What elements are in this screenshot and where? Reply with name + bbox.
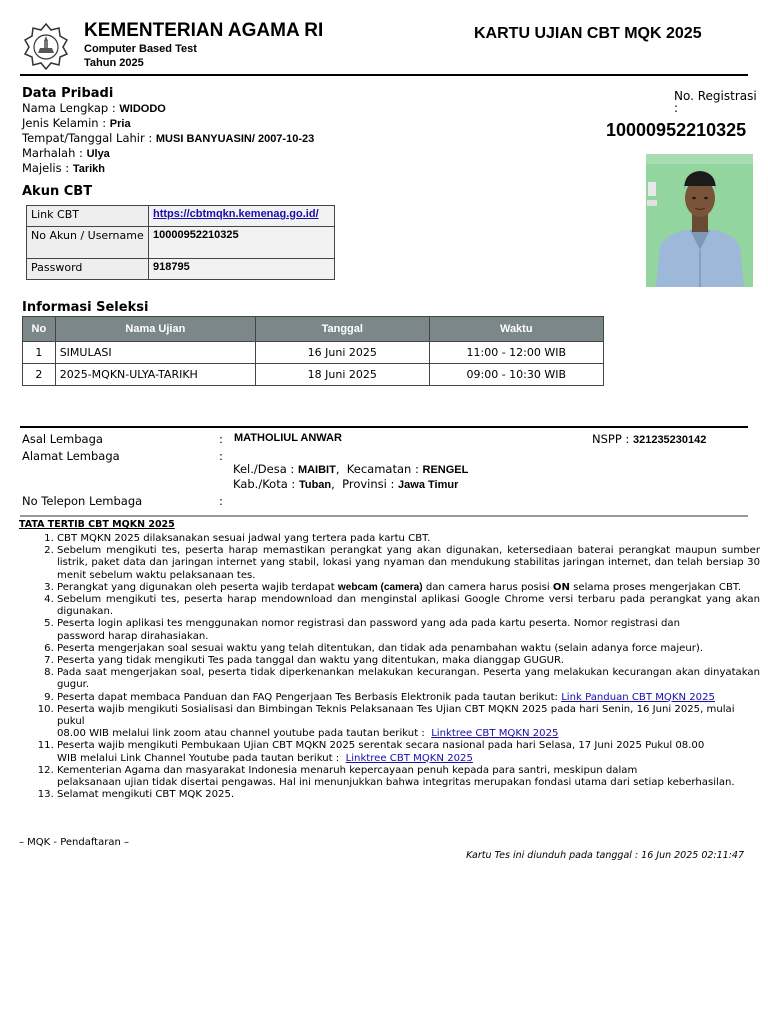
kec-label: Kecamatan :: [346, 462, 419, 476]
rule-item: [57, 667, 760, 691]
rule-item: [57, 582, 760, 594]
gender-value: Pria: [109, 118, 131, 130]
rule-item: [57, 740, 760, 764]
rules-title: TATA TERTIB CBT MQKN 2025: [19, 519, 175, 530]
org-subtitle: [84, 42, 197, 70]
address-label: Alamat Lembaga: [22, 449, 120, 463]
marhalah-label: Marhalah :: [22, 146, 83, 160]
rule-item: [57, 655, 760, 667]
name-label: Nama Lengkap :: [22, 101, 116, 115]
rule-text: Sebelum mengikuti tes, peserta harap memastikan perangkat yang akan digunakan, ketersediaan baterai perangkat maupun sumber listrik, paket data dan jaringan internet yang stabil, lokasi yang nyaman dan mendukung stabilitas jaringan internet, dan telah bersiap 30 menit sebelum waktu pelaksanaan tes.: [57, 545, 760, 581]
linktree-link[interactable]: Linktree CBT MQKN 2025: [345, 752, 473, 764]
registration-number: 10000952210325: [606, 120, 747, 140]
rule-text: selama proses mengerjakan CBT.: [573, 581, 742, 593]
institution-top-divider: [20, 426, 748, 428]
desa-label: Kel./Desa :: [233, 462, 295, 476]
linktree-link[interactable]: Linktree CBT MQKN 2025: [431, 728, 559, 740]
col-header: No: [23, 317, 56, 342]
rule-text: password harap dirahasiakan.: [57, 630, 209, 642]
nspp-value: 321235230142: [632, 434, 707, 446]
rule-item: [57, 765, 760, 789]
kab-value: Tuban: [298, 479, 332, 491]
origin-colon: :: [219, 432, 223, 446]
majelis-label: Majelis :: [22, 161, 70, 175]
majelis-value: Tarikh: [72, 163, 106, 175]
birth-label: Tempat/Tanggal Lahir :: [22, 131, 153, 145]
org-title: KEMENTERIAN AGAMA RI: [84, 20, 324, 41]
gender-label: Jenis Kelamin :: [22, 116, 107, 130]
rule-text: Peserta wajib mengikuti Sosialisasi dan Bimbingan Teknis Pelaksanaan Tes Ujian CBT MQKN 2025 pada hari Senin, 16 Juni 2025, mulai pukul: [57, 703, 735, 728]
prov-value: Jawa Timur: [398, 479, 459, 491]
account-table: [26, 205, 335, 280]
birth-value: MUSI BANYUASIN/ 2007-10-23: [155, 133, 315, 145]
kemenag-logo: [22, 22, 70, 70]
rule-text: Pada saat mengerjakan soal, peserta tidak diperkenankan melakukan kecurangan. Peserta yang melakukan kecurangan akan dinyatakan gugur.: [57, 667, 760, 691]
rule-text: Peserta wajib mengikuti Pembukaan Ujian CBT MQKN 2025 serentak secara nasional pada hari Selasa, 17 Juni 2025 Pukul 08.00: [57, 740, 705, 752]
name-value: WIDODO: [119, 103, 166, 115]
marhalah-row: [22, 146, 314, 161]
registration-label: No. Registrasi: [674, 89, 757, 103]
selection-table: [22, 316, 604, 386]
gender-row: [22, 116, 314, 131]
account-heading: Akun CBT: [22, 184, 93, 199]
cbt-link[interactable]: https://cbtmqkn.kemenag.go.id/: [153, 208, 319, 220]
rule-emphasis: webcam (camera): [337, 581, 423, 593]
rule-text: WIB melalui Link Channel Youtube pada tautan berikut :: [57, 752, 340, 764]
account-value-cell: [149, 206, 335, 227]
participant-photo: [646, 154, 753, 287]
rule-item: [57, 545, 760, 582]
registration-colon: :: [674, 101, 679, 115]
footer-left: – MQK - Pendaftaran –: [19, 837, 129, 848]
nspp-label: NSPP :: [592, 432, 630, 446]
col-header: Tanggal: [256, 317, 430, 342]
rule-text: Perangkat yang digunakan oleh peserta wajib terdapat: [57, 581, 335, 593]
address-line-2: Kab./Kota : Tuban, Provinsi : Jawa Timur: [233, 477, 459, 491]
rule-item: [57, 618, 760, 642]
cell-date: 18 Juni 2025: [256, 364, 430, 386]
address-line-1: Kel./Desa : MAIBIT, Kecamatan : RENGEL: [233, 462, 469, 476]
col-header: Waktu: [429, 317, 603, 342]
personal-data: [22, 101, 314, 176]
account-key: Link CBT: [27, 206, 149, 227]
account-row: [27, 259, 335, 280]
marhalah-value: Ulya: [86, 148, 110, 160]
personal-heading: Data Pribadi: [22, 86, 114, 101]
cell-date: 16 Juni 2025: [256, 342, 430, 364]
cell-time: 09:00 - 10:30 WIB: [429, 364, 603, 386]
prov-label: Provinsi :: [342, 477, 395, 491]
rule-text: Peserta yang tidak mengikuti Tes pada tanggal dan waktu yang ditentukan, maka dianggap GUGUR.: [57, 655, 564, 667]
cell-no: 2: [23, 364, 56, 386]
selection-heading: Informasi Seleksi: [22, 300, 149, 315]
selection-header-row: [23, 317, 604, 342]
rule-text: 08.00 WIB melalui link zoom atau channel youtube pada tautan berikut :: [57, 728, 425, 740]
rule-text: Kementerian Agama dan masyarakat Indonesia menaruh kepercayaan penuh kepada para santri, meskipun dalam: [57, 764, 638, 776]
rule-item: [57, 643, 760, 655]
rule-text: Peserta dapat membaca Panduan dan FAQ Pengerjaan Tes Berbasis Elektronik pada tautan berikut:: [57, 691, 558, 703]
subtitle-line-2: Tahun 2025: [84, 57, 144, 69]
birth-row: [22, 131, 314, 146]
table-row: [23, 364, 604, 386]
rule-text: pelaksanaan ujian tidak disertai pengawas. Hal ini menunjukkan bahwa integritas merupakan fondasi utama dari setiap keberhasilan.: [57, 777, 735, 789]
cell-no: 1: [23, 342, 56, 364]
rule-item: [57, 594, 760, 618]
header-divider: [20, 74, 748, 76]
table-row: [23, 342, 604, 364]
nspp: [592, 432, 706, 447]
rule-text: Selamat mengikuti CBT MQK 2025.: [57, 789, 235, 801]
rule-text: CBT MQKN 2025 dilaksanakan sesuai jadwal yang tertera pada kartu CBT.: [57, 533, 431, 544]
rule-item: [57, 692, 760, 704]
rule-emphasis: ON: [552, 581, 570, 593]
cell-name: 2025-MQKN-ULYA-TARIKH: [55, 364, 255, 386]
footer-download-date: Kartu Tes ini diunduh pada tanggal : 16 Jun 2025 02:11:47: [466, 850, 744, 861]
phone-label: No Telepon Lembaga: [22, 494, 143, 508]
rule-item: [57, 533, 760, 545]
account-key: Password: [27, 259, 149, 280]
name-row: [22, 101, 314, 116]
origin-value: MATHOLIUL ANWAR: [234, 432, 342, 444]
institution-bottom-divider: [20, 515, 748, 517]
col-header: Nama Ujian: [55, 317, 255, 342]
rule-item: [57, 789, 760, 801]
rule-text: Peserta login aplikasi tes menggunakan nomor registrasi dan password yang ada pada kartu peserta. Nomor registrasi dan: [57, 618, 680, 630]
kec-value: RENGEL: [422, 464, 469, 476]
kab-label: Kab./Kota :: [233, 477, 296, 491]
majelis-row: [22, 161, 314, 176]
account-row: [27, 227, 335, 259]
address-colon: :: [219, 449, 223, 463]
account-value: 918795: [149, 259, 335, 280]
desa-value: MAIBIT: [297, 464, 336, 476]
subtitle-line-1: Computer Based Test: [84, 43, 197, 55]
cell-name: SIMULASI: [55, 342, 255, 364]
rule-item: [57, 704, 760, 741]
rule-text: Sebelum mengikuti tes, peserta harap mendownload dan menginstal aplikasi Google Chrome versi terbaru pada perangkat yang akan digunakan.: [57, 594, 760, 618]
rule-text: dan camera harus posisi: [425, 581, 550, 593]
phone-colon: :: [219, 494, 223, 508]
rules-list: [20, 533, 760, 801]
rule-text: Peserta mengerjakan soal sesuai waktu yang telah ditentukan, dan tidak ada penambahan waktu (selain adanya force majeur).: [57, 642, 704, 654]
cell-time: 11:00 - 12:00 WIB: [429, 342, 603, 364]
card-title: KARTU UJIAN CBT MQK 2025: [474, 25, 702, 42]
origin-label: Asal Lembaga: [22, 432, 103, 446]
account-value: 10000952210325: [149, 227, 335, 259]
account-row: [27, 206, 335, 227]
panduan-link[interactable]: Link Panduan CBT MQKN 2025: [561, 691, 715, 703]
account-key: No Akun / Username: [27, 227, 149, 259]
